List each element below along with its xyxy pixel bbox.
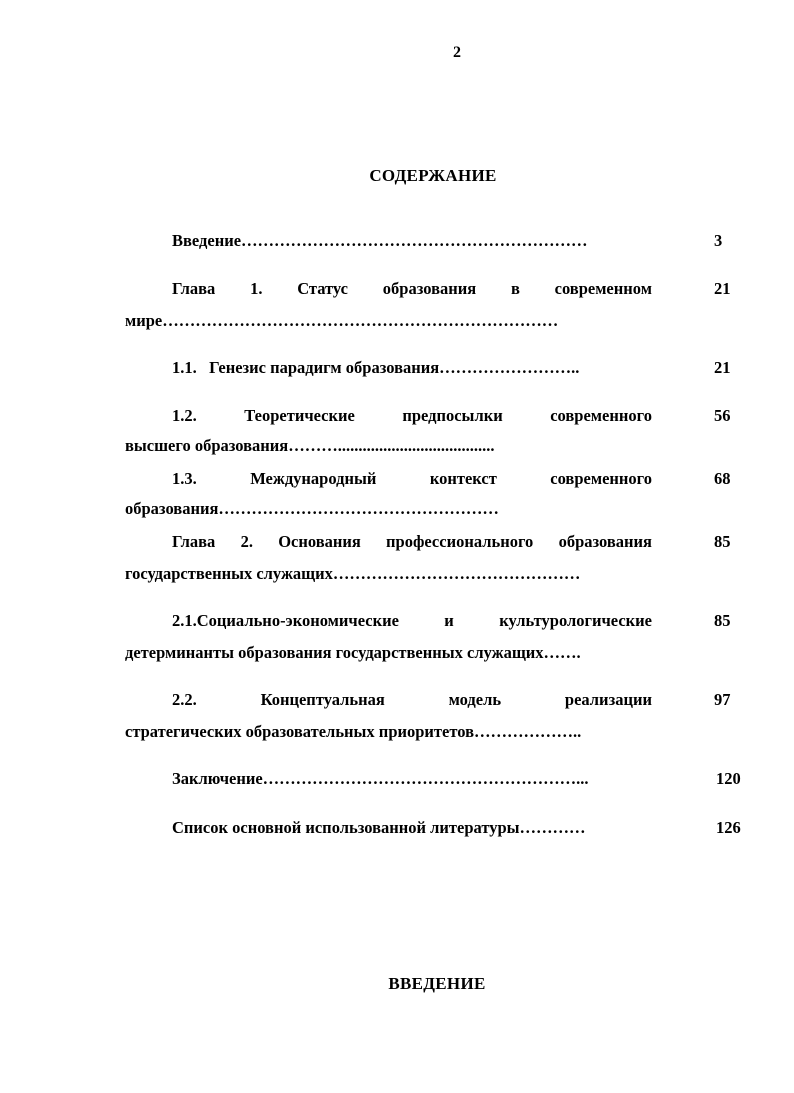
toc-page-introduction: 3: [714, 231, 723, 250]
toc-word: 2.: [240, 532, 253, 551]
toc-entry-2-1-cont: детерминанты образования государственных служащих…….: [125, 643, 581, 662]
toc-entry-introduction[interactable]: Введение………………………………………………………: [172, 231, 588, 250]
toc-word: Глава: [172, 532, 216, 551]
toc-word: Статус: [297, 279, 348, 298]
toc-word: Международный: [250, 469, 377, 488]
toc-entry-chapter-1[interactable]: [172, 279, 652, 299]
toc-word: образования: [382, 279, 477, 298]
toc-entry-1-3-cont: образования……………………………………………: [125, 499, 499, 518]
toc-entry-bibliography[interactable]: Список основной использованной литературы…………: [172, 818, 586, 837]
toc-entry-conclusion[interactable]: Заключение…………………………………………………...: [172, 769, 589, 788]
toc-word: образования: [558, 532, 652, 551]
toc-word: 1.3.: [172, 469, 197, 488]
toc-entry-1-1[interactable]: 1.1. Генезис парадигм образования……………………..: [172, 358, 580, 377]
toc-page-1-1: 21: [714, 358, 731, 377]
page-number: 2: [453, 44, 461, 61]
toc-entry-1-3[interactable]: [172, 469, 652, 489]
toc-word: 1.2.: [172, 406, 197, 425]
toc-word: культурологические: [499, 611, 652, 630]
toc-entry-chapter-1-cont: мире………………………………………………………………: [125, 311, 559, 330]
toc-page-chapter-1: 21: [714, 279, 731, 298]
toc-word: Глава: [172, 279, 216, 298]
toc-word: современном: [554, 279, 652, 298]
toc-word: 2.2.: [172, 690, 197, 709]
toc-entry-1-2[interactable]: [172, 406, 652, 426]
toc-entry-2-1[interactable]: [172, 611, 652, 631]
toc-entry-2-2[interactable]: [172, 690, 652, 710]
toc-entry-2-2-cont: стратегических образовательных приоритетов………………..: [125, 722, 582, 741]
toc-entry-chapter-2-cont: государственных служащих………………………………………: [125, 564, 581, 583]
toc-entry-chapter-2[interactable]: [172, 532, 652, 552]
toc-word: в: [510, 279, 520, 298]
toc-word: реализации: [564, 690, 652, 709]
toc-page-chapter-2: 85: [714, 532, 731, 551]
toc-page-2-2: 97: [714, 690, 731, 709]
toc-word: Основания: [278, 532, 361, 551]
toc-word: модель: [448, 690, 502, 709]
toc-word: профессионального: [386, 532, 534, 551]
toc-entry-1-2-cont: высшего образования………......................................: [125, 436, 495, 455]
toc-page-conclusion: 120: [716, 769, 741, 788]
section-heading-introduction: ВВЕДЕНИЕ: [388, 974, 486, 993]
toc-page-1-2: 56: [714, 406, 731, 425]
toc-word: 2.1.Социально-экономические: [172, 611, 399, 630]
toc-word: Теоретические: [244, 406, 355, 425]
toc-word: современного: [550, 469, 652, 488]
toc-page-2-1: 85: [714, 611, 731, 630]
toc-word: контекст: [429, 469, 497, 488]
toc-word: и: [444, 611, 454, 630]
toc-word: 1.: [250, 279, 263, 298]
toc-word: современного: [550, 406, 652, 425]
toc-page-1-3: 68: [714, 469, 731, 488]
toc-word: Концептуальная: [260, 690, 385, 709]
toc-page-bibliography: 126: [716, 818, 741, 837]
toc-word: предпосылки: [402, 406, 503, 425]
toc-title: СОДЕРЖАНИЕ: [369, 166, 497, 185]
